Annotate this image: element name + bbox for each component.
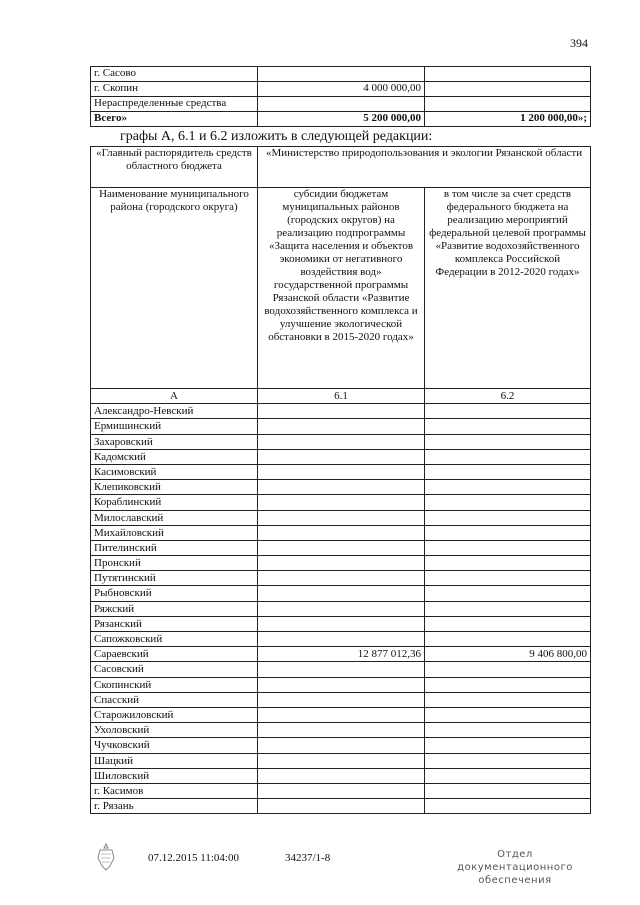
summary-row-value: 5 200 000,00	[258, 112, 425, 127]
footer-dept-line2: обеспечения	[478, 875, 552, 886]
district-value	[425, 434, 591, 449]
district-value	[425, 480, 591, 495]
district-value	[425, 556, 591, 571]
district-row	[91, 677, 591, 692]
district-value	[258, 783, 425, 798]
district-value	[258, 601, 425, 616]
district-row	[91, 632, 591, 647]
district-name: Скопинский	[91, 677, 258, 692]
summary-row-label: Нераспределенные средства	[91, 97, 258, 112]
district-row	[91, 556, 591, 571]
district-value	[258, 632, 425, 647]
district-value	[258, 586, 425, 601]
district-value	[258, 510, 425, 525]
district-value	[258, 571, 425, 586]
district-name: Шацкий	[91, 753, 258, 768]
district-value	[425, 464, 591, 479]
header-col-62: в том числе за счет средств федерального бюджета на реализацию мероприятий федеральной целевой программы «Развитие водохозяйственного комплекса Российской Федерации в 2012-2020 годах»	[425, 188, 591, 389]
summary-row-value: 1 200 000,00»;	[425, 112, 591, 127]
district-value	[425, 404, 591, 419]
district-value	[425, 510, 591, 525]
district-row	[91, 692, 591, 707]
district-name: Сапожковский	[91, 632, 258, 647]
summary-row	[91, 97, 591, 112]
district-value	[425, 753, 591, 768]
district-row	[91, 419, 591, 434]
district-row	[91, 768, 591, 783]
district-value	[425, 419, 591, 434]
district-value	[425, 601, 591, 616]
district-value	[258, 677, 425, 692]
district-value: 9 406 800,00	[425, 647, 591, 662]
col-label-61: 6.1	[258, 389, 425, 404]
district-value	[425, 632, 591, 647]
summary-row-label: г. Сасово	[91, 67, 258, 82]
summary-row-value	[425, 82, 591, 97]
summary-row-value	[258, 97, 425, 112]
district-row	[91, 525, 591, 540]
district-row	[91, 480, 591, 495]
district-value	[258, 419, 425, 434]
district-value	[258, 799, 425, 814]
summary-table	[90, 66, 591, 127]
district-value	[425, 707, 591, 722]
district-row	[91, 616, 591, 631]
district-value	[258, 616, 425, 631]
district-value	[425, 495, 591, 510]
district-name: Кораблинский	[91, 495, 258, 510]
district-value	[425, 723, 591, 738]
district-value	[258, 662, 425, 677]
summary-row-value	[425, 67, 591, 82]
district-name: Спасский	[91, 692, 258, 707]
district-row	[91, 510, 591, 525]
district-name: Старожиловский	[91, 707, 258, 722]
footer-doc-number: 34237/1-8	[285, 852, 331, 864]
district-value	[258, 449, 425, 464]
district-value	[425, 571, 591, 586]
district-value	[258, 753, 425, 768]
district-name: Михайловский	[91, 525, 258, 540]
district-value	[258, 723, 425, 738]
district-value	[425, 586, 591, 601]
district-value	[258, 464, 425, 479]
header-row-1	[91, 147, 591, 188]
district-value	[258, 434, 425, 449]
district-value	[258, 495, 425, 510]
summary-row-label: Всего»	[91, 112, 258, 127]
district-name: Сасовский	[91, 662, 258, 677]
district-value	[425, 525, 591, 540]
district-row	[91, 662, 591, 677]
district-value	[425, 768, 591, 783]
page-number: 394	[570, 36, 588, 50]
summary-row	[91, 112, 591, 127]
district-row	[91, 586, 591, 601]
district-row	[91, 434, 591, 449]
district-name: Ухоловский	[91, 723, 258, 738]
header-ministry: «Министерство природопользования и экологии Рязанской области	[258, 147, 591, 188]
footer-department	[440, 848, 590, 887]
header-col-a: Наименование муниципального района (городского округа)	[91, 188, 258, 389]
district-value	[425, 783, 591, 798]
header-row-2	[91, 188, 591, 389]
subsidy-table	[90, 146, 591, 814]
district-row	[91, 571, 591, 586]
district-value	[425, 692, 591, 707]
district-name: Захаровский	[91, 434, 258, 449]
district-name: Сараевский	[91, 647, 258, 662]
instruction-sentence: графы А, 6.1 и 6.2 изложить в следующей редакции:	[120, 129, 433, 144]
district-row	[91, 449, 591, 464]
district-row	[91, 495, 591, 510]
district-name: Александро-Невский	[91, 404, 258, 419]
district-row	[91, 707, 591, 722]
district-value	[425, 738, 591, 753]
district-row	[91, 647, 591, 662]
district-value	[258, 540, 425, 555]
summary-row	[91, 67, 591, 82]
district-name: г. Рязань	[91, 799, 258, 814]
district-row	[91, 753, 591, 768]
summary-row-value	[425, 97, 591, 112]
district-value	[425, 616, 591, 631]
footer-date: 07.12.2015 11:04:00	[148, 852, 239, 864]
district-value	[258, 480, 425, 495]
district-name: Чучковский	[91, 738, 258, 753]
district-name: Путятинский	[91, 571, 258, 586]
district-row	[91, 404, 591, 419]
summary-row-value: 4 000 000,00	[258, 82, 425, 97]
district-name: г. Касимов	[91, 783, 258, 798]
summary-row-label: г. Скопин	[91, 82, 258, 97]
district-row	[91, 601, 591, 616]
district-name: Ермишинский	[91, 419, 258, 434]
coat-of-arms-icon	[92, 842, 120, 872]
district-row	[91, 464, 591, 479]
summary-row-value	[258, 67, 425, 82]
district-name: Шиловский	[91, 768, 258, 783]
district-value	[425, 799, 591, 814]
footer-dept-line1: Отдел документационного	[457, 849, 573, 873]
district-value: 12 877 012,36	[258, 647, 425, 662]
district-name: Касимовский	[91, 464, 258, 479]
district-value	[425, 662, 591, 677]
header-col-61: субсидии бюджетам муниципальных районов (городских округов) на реализацию подпрограммы «Защита населения и объектов экономики от негативного воздействия вод» государственной программы Рязанской области «Развитие водохозяйственного комплекса и улучшение экологической обстановки в 2015-2020 годах»	[258, 188, 425, 389]
district-value	[258, 556, 425, 571]
district-value	[258, 525, 425, 540]
district-name: Милославский	[91, 510, 258, 525]
district-value	[258, 404, 425, 419]
district-value	[258, 738, 425, 753]
summary-row	[91, 82, 591, 97]
district-value	[258, 692, 425, 707]
district-name: Пителинский	[91, 540, 258, 555]
district-value	[425, 677, 591, 692]
district-name: Кадомский	[91, 449, 258, 464]
district-value	[258, 707, 425, 722]
col-label-62: 6.2	[425, 389, 591, 404]
district-name: Клепиковский	[91, 480, 258, 495]
district-value	[258, 768, 425, 783]
header-distributor-label: «Главный распорядитель средств областного бюджета	[91, 147, 258, 188]
district-row	[91, 783, 591, 798]
column-labels-row	[91, 389, 591, 404]
district-value	[425, 449, 591, 464]
district-value	[425, 540, 591, 555]
district-row	[91, 799, 591, 814]
district-row	[91, 738, 591, 753]
district-name: Рыбновский	[91, 586, 258, 601]
district-name: Рязанский	[91, 616, 258, 631]
district-row	[91, 723, 591, 738]
district-name: Пронский	[91, 556, 258, 571]
col-label-a: А	[91, 389, 258, 404]
district-name: Ряжский	[91, 601, 258, 616]
district-row	[91, 540, 591, 555]
